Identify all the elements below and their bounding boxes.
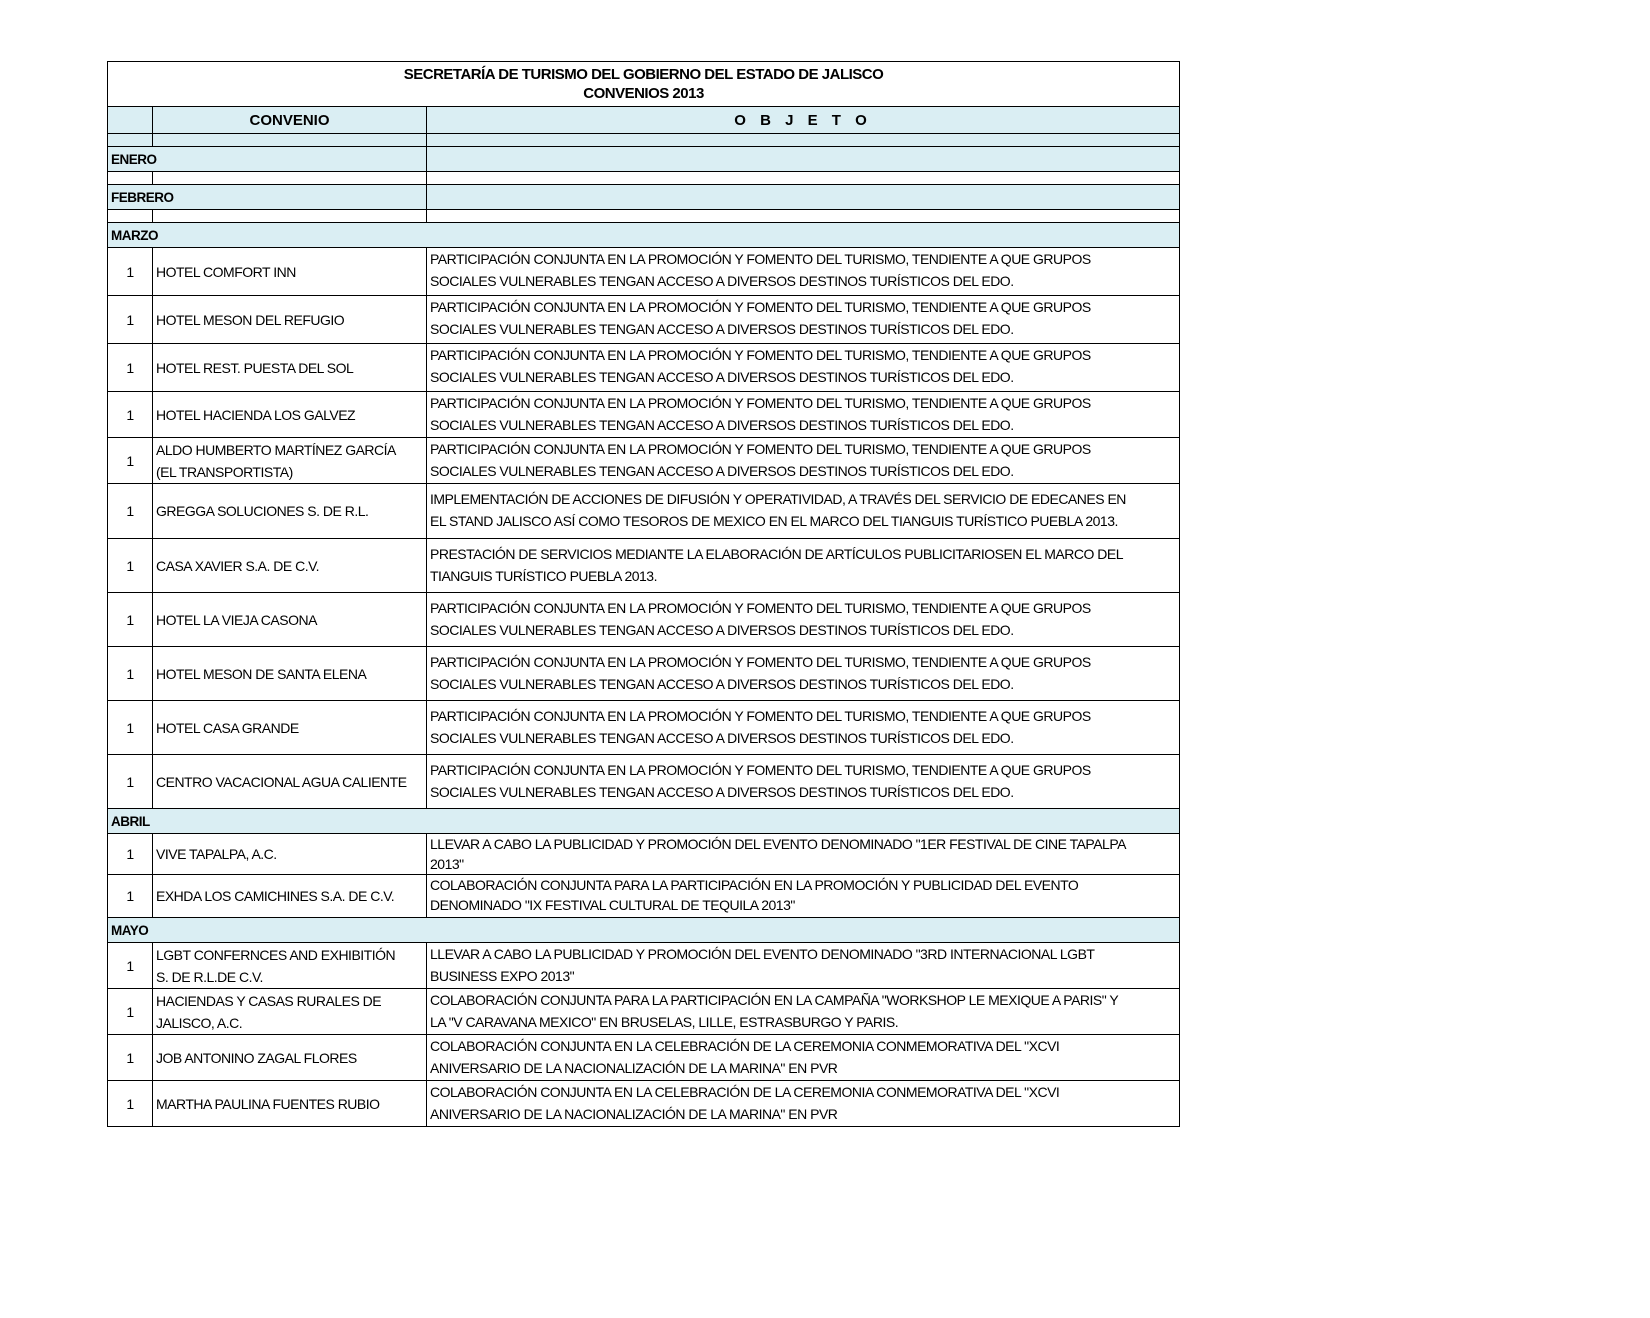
table-row (108, 1035, 1180, 1081)
month-label-abril: ABRIL (108, 809, 1180, 834)
objeto-text: PARTICIPACIÓN CONJUNTA EN LA PROMOCIÓN Y FOMENTO DEL TURISMO, TENDIENTE A QUE GRUPOS SOCIALES VULNERABLES TENGAN ACCESO A DIVERSOS DESTINOS TURÍSTICOS DEL EDO. (427, 701, 1180, 755)
row-number: 1 (108, 296, 153, 344)
table-row (108, 484, 1180, 539)
convenio-name: HOTEL LA VIEJA CASONA (153, 593, 427, 647)
convenio-name: EXHDA LOS CAMICHINES S.A. DE C.V. (153, 875, 427, 918)
table-row (108, 647, 1180, 701)
objeto-text: COLABORACIÓN CONJUNTA EN LA CELEBRACIÓN DE LA CEREMONIA CONMEMORATIVA DEL "XCVI ANIVERSARIO DE LA NACIONALIZACIÓN DE LA MARINA" EN PVR (427, 1081, 1180, 1127)
table-row (108, 539, 1180, 593)
objeto-text: PRESTACIÓN DE SERVICIOS MEDIANTE LA ELABORACIÓN DE ARTÍCULOS PUBLICITARIOSEN EL MARCO DEL TIANGUIS TURÍSTICO PUEBLA 2013. (427, 539, 1180, 593)
objeto-text: IMPLEMENTACIÓN DE ACCIONES DE DIFUSIÓN Y OPERATIVIDAD, A TRAVÉS DEL SERVICIO DE EDECANES EN EL STAND JALISCO ASÍ COMO TESOROS DE MEXICO EN EL MARCO DEL TIANGUIS TURÍSTICO PUEBLA 2013. (427, 484, 1180, 539)
convenio-name: ALDO HUMBERTO MARTÍNEZ GARCÍA (EL TRANSPORTISTA) (153, 438, 427, 484)
month-label-enero: ENERO (108, 147, 427, 172)
row-number: 1 (108, 647, 153, 701)
row-number: 1 (108, 834, 153, 875)
objeto-text: PARTICIPACIÓN CONJUNTA EN LA PROMOCIÓN Y FOMENTO DEL TURISMO, TENDIENTE A QUE GRUPOS SOCIALES VULNERABLES TENGAN ACCESO A DIVERSOS DESTINOS TURÍSTICOS DEL EDO. (427, 296, 1180, 344)
convenio-name: HACIENDAS Y CASAS RURALES DE JALISCO, A.C. (153, 989, 427, 1035)
table-row (108, 701, 1180, 755)
row-number: 1 (108, 1081, 153, 1127)
month-row-enero (108, 147, 1180, 172)
convenio-name: HOTEL COMFORT INN (153, 248, 427, 296)
row-number: 1 (108, 701, 153, 755)
objeto-text: PARTICIPACIÓN CONJUNTA EN LA PROMOCIÓN Y FOMENTO DEL TURISMO, TENDIENTE A QUE GRUPOS SOCIALES VULNERABLES TENGAN ACCESO A DIVERSOS DESTINOS TURÍSTICOS DEL EDO. (427, 248, 1180, 296)
convenio-name: MARTHA PAULINA FUENTES RUBIO (153, 1081, 427, 1127)
convenio-name: HOTEL MESON DE SANTA ELENA (153, 647, 427, 701)
convenio-name: CASA XAVIER S.A. DE C.V. (153, 539, 427, 593)
objeto-text: COLABORACIÓN CONJUNTA PARA LA PARTICIPACIÓN EN LA CAMPAÑA "WORKSHOP LE MEXIQUE A PARIS" Y LA "V CARAVANA MEXICO" EN BRUSELAS, LILLE, ESTRASBURGO Y PARIS. (427, 989, 1180, 1035)
convenio-name: CENTRO VACACIONAL AGUA CALIENTE (153, 755, 427, 809)
row-number: 1 (108, 248, 153, 296)
convenio-name: HOTEL HACIENDA LOS GALVEZ (153, 392, 427, 438)
convenio-name: VIVE TAPALPA, A.C. (153, 834, 427, 875)
row-number: 1 (108, 392, 153, 438)
table-row (108, 392, 1180, 438)
month-row-marzo (108, 223, 1180, 248)
month-label-mayo: MAYO (108, 918, 1180, 943)
objeto-text: LLEVAR A CABO LA PUBLICIDAD Y PROMOCIÓN DEL EVENTO DENOMINADO "1ER FESTIVAL DE CINE TAPALPA 2013" (427, 834, 1180, 875)
month-row-abril (108, 809, 1180, 834)
objeto-text: PARTICIPACIÓN CONJUNTA EN LA PROMOCIÓN Y FOMENTO DEL TURISMO, TENDIENTE A QUE GRUPOS SOCIALES VULNERABLES TENGAN ACCESO A DIVERSOS DESTINOS TURÍSTICOS DEL EDO. (427, 647, 1180, 701)
objeto-text: PARTICIPACIÓN CONJUNTA EN LA PROMOCIÓN Y FOMENTO DEL TURISMO, TENDIENTE A QUE GRUPOS SOCIALES VULNERABLES TENGAN ACCESO A DIVERSOS DESTINOS TURÍSTICOS DEL EDO. (427, 392, 1180, 438)
row-number: 1 (108, 875, 153, 918)
objeto-text: PARTICIPACIÓN CONJUNTA EN LA PROMOCIÓN Y FOMENTO DEL TURISMO, TENDIENTE A QUE GRUPOS SOCIALES VULNERABLES TENGAN ACCESO A DIVERSOS DESTINOS TURÍSTICOS DEL EDO. (427, 755, 1180, 809)
table-row (108, 834, 1180, 875)
column-header-convenio: CONVENIO (153, 107, 427, 134)
month-label-febrero: FEBRERO (108, 185, 427, 210)
table-row (108, 593, 1180, 647)
table-row (108, 875, 1180, 918)
convenios-table (107, 61, 1180, 1127)
blank-row (108, 134, 1180, 147)
convenio-name: LGBT CONFERNCES AND EXHIBITIÓN S. DE R.L.DE C.V. (153, 943, 427, 989)
table-row (108, 344, 1180, 392)
row-number: 1 (108, 1035, 153, 1081)
header-blank-cell (108, 107, 153, 134)
title-line-1: SECRETARÍA DE TURISMO DEL GOBIERNO DEL ESTADO DE JALISCO (403, 66, 884, 83)
row-number: 1 (108, 438, 153, 484)
objeto-text: COLABORACIÓN CONJUNTA PARA LA PARTICIPACIÓN EN LA PROMOCIÓN Y PUBLICIDAD DEL EVENTO DENOMINADO "IX FESTIVAL CULTURAL DE TEQUILA 2013" (427, 875, 1180, 918)
objeto-text: PARTICIPACIÓN CONJUNTA EN LA PROMOCIÓN Y FOMENTO DEL TURISMO, TENDIENTE A QUE GRUPOS SOCIALES VULNERABLES TENGAN ACCESO A DIVERSOS DESTINOS TURÍSTICOS DEL EDO. (427, 593, 1180, 647)
title-line-2: CONVENIOS 2013 (583, 85, 704, 102)
month-label-marzo: MARZO (108, 223, 1180, 248)
column-header-objeto: O B J E T O (427, 107, 1180, 134)
table-row (108, 248, 1180, 296)
convenio-name: HOTEL REST. PUESTA DEL SOL (153, 344, 427, 392)
convenio-name: JOB ANTONINO ZAGAL FLORES (153, 1035, 427, 1081)
spacer-row (108, 172, 1180, 185)
table-row (108, 296, 1180, 344)
table-row (108, 1081, 1180, 1127)
month-row-mayo (108, 918, 1180, 943)
table-row (108, 943, 1180, 989)
convenio-name: HOTEL MESON DEL REFUGIO (153, 296, 427, 344)
row-number: 1 (108, 484, 153, 539)
column-header-row (108, 107, 1180, 134)
row-number: 1 (108, 344, 153, 392)
objeto-text: PARTICIPACIÓN CONJUNTA EN LA PROMOCIÓN Y FOMENTO DEL TURISMO, TENDIENTE A QUE GRUPOS SOCIALES VULNERABLES TENGAN ACCESO A DIVERSOS DESTINOS TURÍSTICOS DEL EDO. (427, 344, 1180, 392)
objeto-text: LLEVAR A CABO LA PUBLICIDAD Y PROMOCIÓN DEL EVENTO DENOMINADO "3RD INTERNACIONAL LGBT BUSINESS EXPO 2013" (427, 943, 1180, 989)
month-row-febrero (108, 185, 1180, 210)
row-number: 1 (108, 755, 153, 809)
row-number: 1 (108, 943, 153, 989)
table-row (108, 989, 1180, 1035)
convenio-name: HOTEL CASA GRANDE (153, 701, 427, 755)
convenio-name: GREGGA SOLUCIONES S. DE R.L. (153, 484, 427, 539)
objeto-text: COLABORACIÓN CONJUNTA EN LA CELEBRACIÓN DE LA CEREMONIA CONMEMORATIVA DEL "XCVI ANIVERSARIO DE LA NACIONALIZACIÓN DE LA MARINA" EN PVR (427, 1035, 1180, 1081)
row-number: 1 (108, 539, 153, 593)
table-row (108, 438, 1180, 484)
objeto-text: PARTICIPACIÓN CONJUNTA EN LA PROMOCIÓN Y FOMENTO DEL TURISMO, TENDIENTE A QUE GRUPOS SOCIALES VULNERABLES TENGAN ACCESO A DIVERSOS DESTINOS TURÍSTICOS DEL EDO. (427, 438, 1180, 484)
title-row (108, 62, 1180, 107)
table-title (108, 62, 1180, 107)
row-number: 1 (108, 593, 153, 647)
table-row (108, 755, 1180, 809)
spacer-row (108, 210, 1180, 223)
row-number: 1 (108, 989, 153, 1035)
